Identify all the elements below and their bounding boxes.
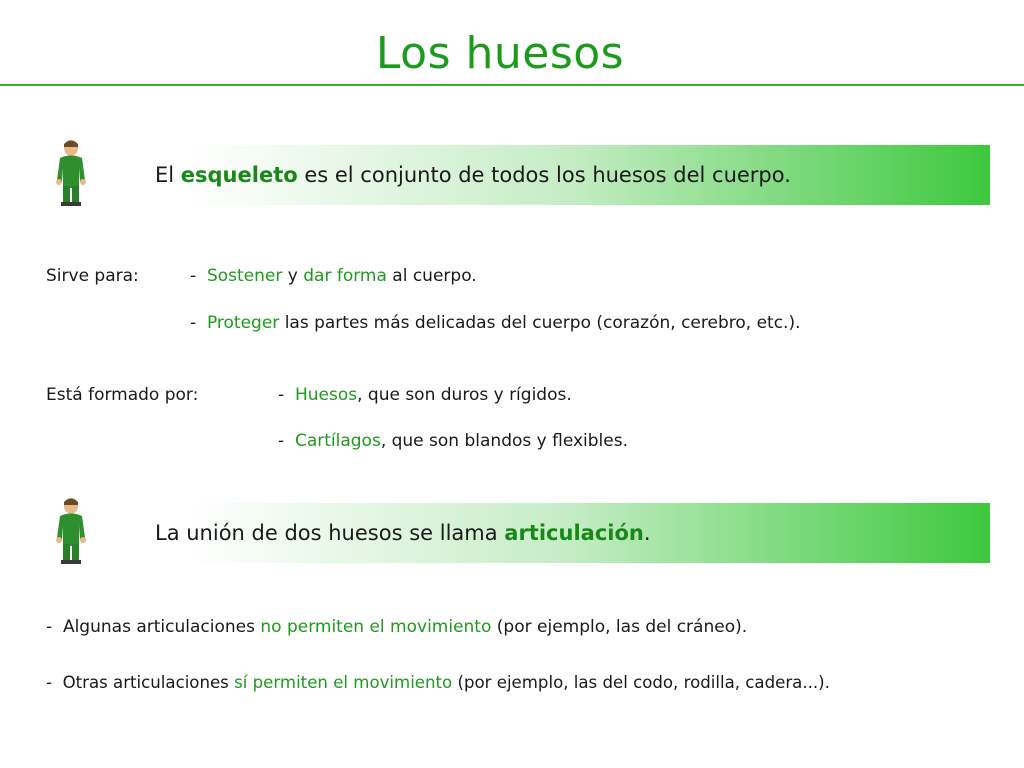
page-title: Los huesos: [375, 28, 625, 79]
banner-text: [155, 503, 651, 563]
banner-keyword: articulación: [504, 521, 644, 545]
item-text: (por ejemplo, las del cráneo).: [491, 617, 748, 637]
highlight-term: Proteger: [206, 313, 280, 333]
item-text: al cuerpo.: [386, 266, 477, 286]
bullet-dash: -: [278, 385, 285, 405]
banner-text: [155, 145, 791, 205]
formado-item-2: [278, 431, 628, 451]
definition-banner: [60, 145, 990, 205]
highlight-term: no permiten el movimiento: [260, 617, 492, 637]
bullet-dash: -: [190, 266, 197, 286]
sirve-label: Sirve para:: [46, 266, 139, 286]
highlight-term: sí permiten el movimiento: [234, 673, 453, 692]
articulation-banner: [60, 503, 990, 563]
item-text: y: [282, 266, 304, 286]
bullet-dash: -: [278, 431, 285, 451]
sirve-item-2: [190, 313, 801, 333]
sirve-item-1: [190, 266, 477, 286]
item-text: Otras articulaciones: [62, 673, 235, 692]
item-text: las partes más delicadas del cuerpo (corazón, cerebro, etc.).: [279, 313, 801, 333]
banner-keyword: esqueleto: [180, 163, 298, 187]
item-text: (por ejemplo, las del codo, rodilla, cadera...).: [452, 673, 830, 692]
banner-text-pre: El: [155, 163, 181, 187]
title-divider: [0, 84, 1024, 86]
highlight-term: Huesos: [294, 385, 358, 405]
formado-label: Está formado por:: [46, 385, 199, 405]
articulation-item-2: [46, 673, 830, 692]
item-text: Algunas articulaciones: [62, 617, 261, 637]
bullet-dash: -: [46, 673, 52, 692]
item-text: , que son blandos y flexibles.: [380, 431, 628, 451]
bullet-dash: -: [46, 617, 53, 637]
bullet-dash: -: [190, 313, 197, 333]
banner-text-post: .: [643, 521, 651, 545]
highlight-term: Sostener: [206, 266, 283, 286]
banner-text-post: es el conjunto de todos los huesos del cuerpo.: [297, 163, 791, 187]
formado-item-1: [278, 385, 572, 405]
highlight-term: Cartílagos: [294, 431, 381, 451]
banner-text-pre: La unión de dos huesos se llama: [155, 521, 505, 545]
person-figure-icon: [50, 496, 92, 566]
item-text: , que son duros y rígidos.: [357, 385, 572, 405]
articulation-item-1: [46, 617, 747, 637]
person-figure-icon: [50, 138, 92, 208]
highlight-term: dar forma: [303, 266, 387, 286]
